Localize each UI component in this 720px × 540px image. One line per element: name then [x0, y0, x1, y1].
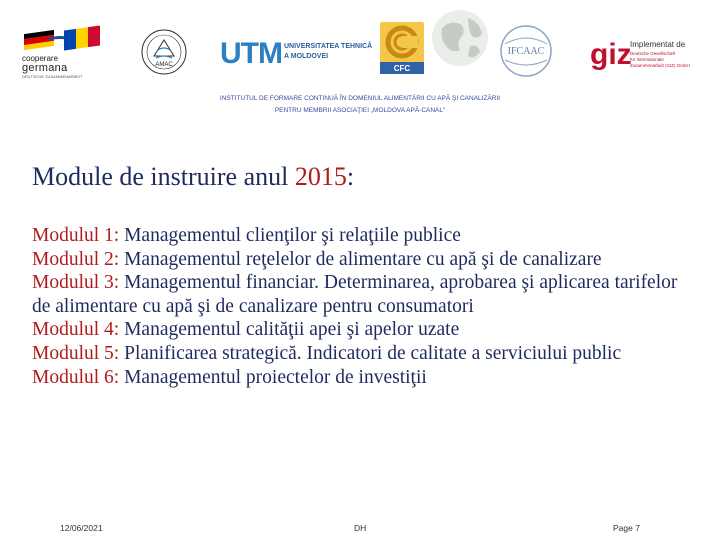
- module-label: Modulul 4:: [32, 319, 120, 341]
- cfc-emblem-icon: [378, 20, 426, 76]
- cfc-logo: [378, 20, 426, 76]
- svg-text:AMAC: AMAC: [155, 62, 173, 68]
- utm-logo: [220, 38, 380, 74]
- module-label: Modulul 3:: [32, 272, 120, 294]
- title-year: 2015: [294, 162, 347, 191]
- module-label: Modulul 5:: [32, 342, 120, 364]
- title-text: Module de instruire anul: [32, 162, 295, 191]
- footer-date: 12/06/2021: [60, 523, 103, 533]
- institute-line1: INSTITUTUL DE FORMARE CONTINUĂ ÎN DOMENIUL ALIMENTĂRII CU APĂ ŞI CANALIZĂRII: [219, 95, 501, 102]
- slide-footer: [0, 521, 720, 537]
- svg-text:CFC: CFC: [393, 64, 411, 73]
- module-list: [32, 224, 692, 389]
- module-item: [32, 366, 692, 390]
- module-text: Planificarea strategică. Indicatori de calitate a serviciului public: [119, 342, 622, 364]
- flags-icon: [22, 28, 110, 50]
- module-text: Managementul reţelelor de alimentare cu apă şi de canalizare: [119, 248, 602, 270]
- module-item: [32, 318, 692, 342]
- ifcaac-logo: [497, 24, 555, 78]
- amac-logo: [140, 28, 188, 76]
- logo-bar: [0, 0, 720, 92]
- module-text: Managementul proiectelor de investiţii: [119, 366, 427, 388]
- utm-mark: UTM: [220, 37, 282, 70]
- globe-icon: [430, 8, 490, 68]
- module-item: [32, 271, 692, 318]
- svg-text:IFCAAC: IFCAAC: [507, 46, 545, 57]
- institute-heading: [160, 93, 560, 117]
- page-title: [32, 162, 354, 192]
- module-item: [32, 342, 692, 366]
- coop-line2: germana: [22, 62, 68, 74]
- amac-seal-icon: [140, 28, 188, 76]
- module-text: Managementul calităţii apei şi apelor uzate: [119, 319, 460, 341]
- title-suffix: :: [346, 162, 355, 191]
- institute-line2: PENTRU MEMBRII ASOCIAŢIEI „MOLDOVA APĂ-CANAL”: [274, 107, 446, 114]
- utm-text: [284, 42, 372, 62]
- utm-line1: UNIVERSITATEA TEHNICĂ: [284, 43, 373, 50]
- coop-line1: cooperare: [22, 54, 59, 63]
- footer-page-number: Page 7: [613, 523, 640, 533]
- giz-line1: Deutsche Gesellschaft: [630, 51, 676, 56]
- giz-mark: giz: [590, 38, 632, 71]
- module-label: Modulul 1:: [32, 225, 120, 246]
- giz-details: [630, 51, 690, 69]
- module-item: [32, 224, 692, 248]
- globe-logo: [430, 8, 490, 68]
- giz-line2: für Internationale: [630, 57, 664, 62]
- module-label: Modulul 6:: [32, 366, 120, 388]
- giz-implemented: Implementat de: [630, 40, 686, 49]
- cooperare-germana-logo: [22, 28, 110, 78]
- module-item: [32, 248, 692, 272]
- utm-line2: A MOLDOVEI: [284, 53, 329, 60]
- footer-center: DH: [354, 523, 367, 533]
- giz-line3: Zusammenarbeit (GIZ) GmbH: [630, 63, 690, 68]
- giz-logo: [590, 40, 710, 84]
- module-text: Managementul financiar. Determinarea, aprobarea şi aplicarea tarifelor de alimentare cu apă şi de canalizare pentru consumatori: [32, 272, 678, 317]
- module-label: Modulul 2:: [32, 248, 120, 270]
- ifcaac-emblem-icon: [497, 24, 555, 78]
- coop-line3: DEUTSCHE ZUSAMMENARBEIT: [22, 74, 83, 79]
- module-text: Managementul clienţilor şi relaţiile publice: [119, 225, 461, 246]
